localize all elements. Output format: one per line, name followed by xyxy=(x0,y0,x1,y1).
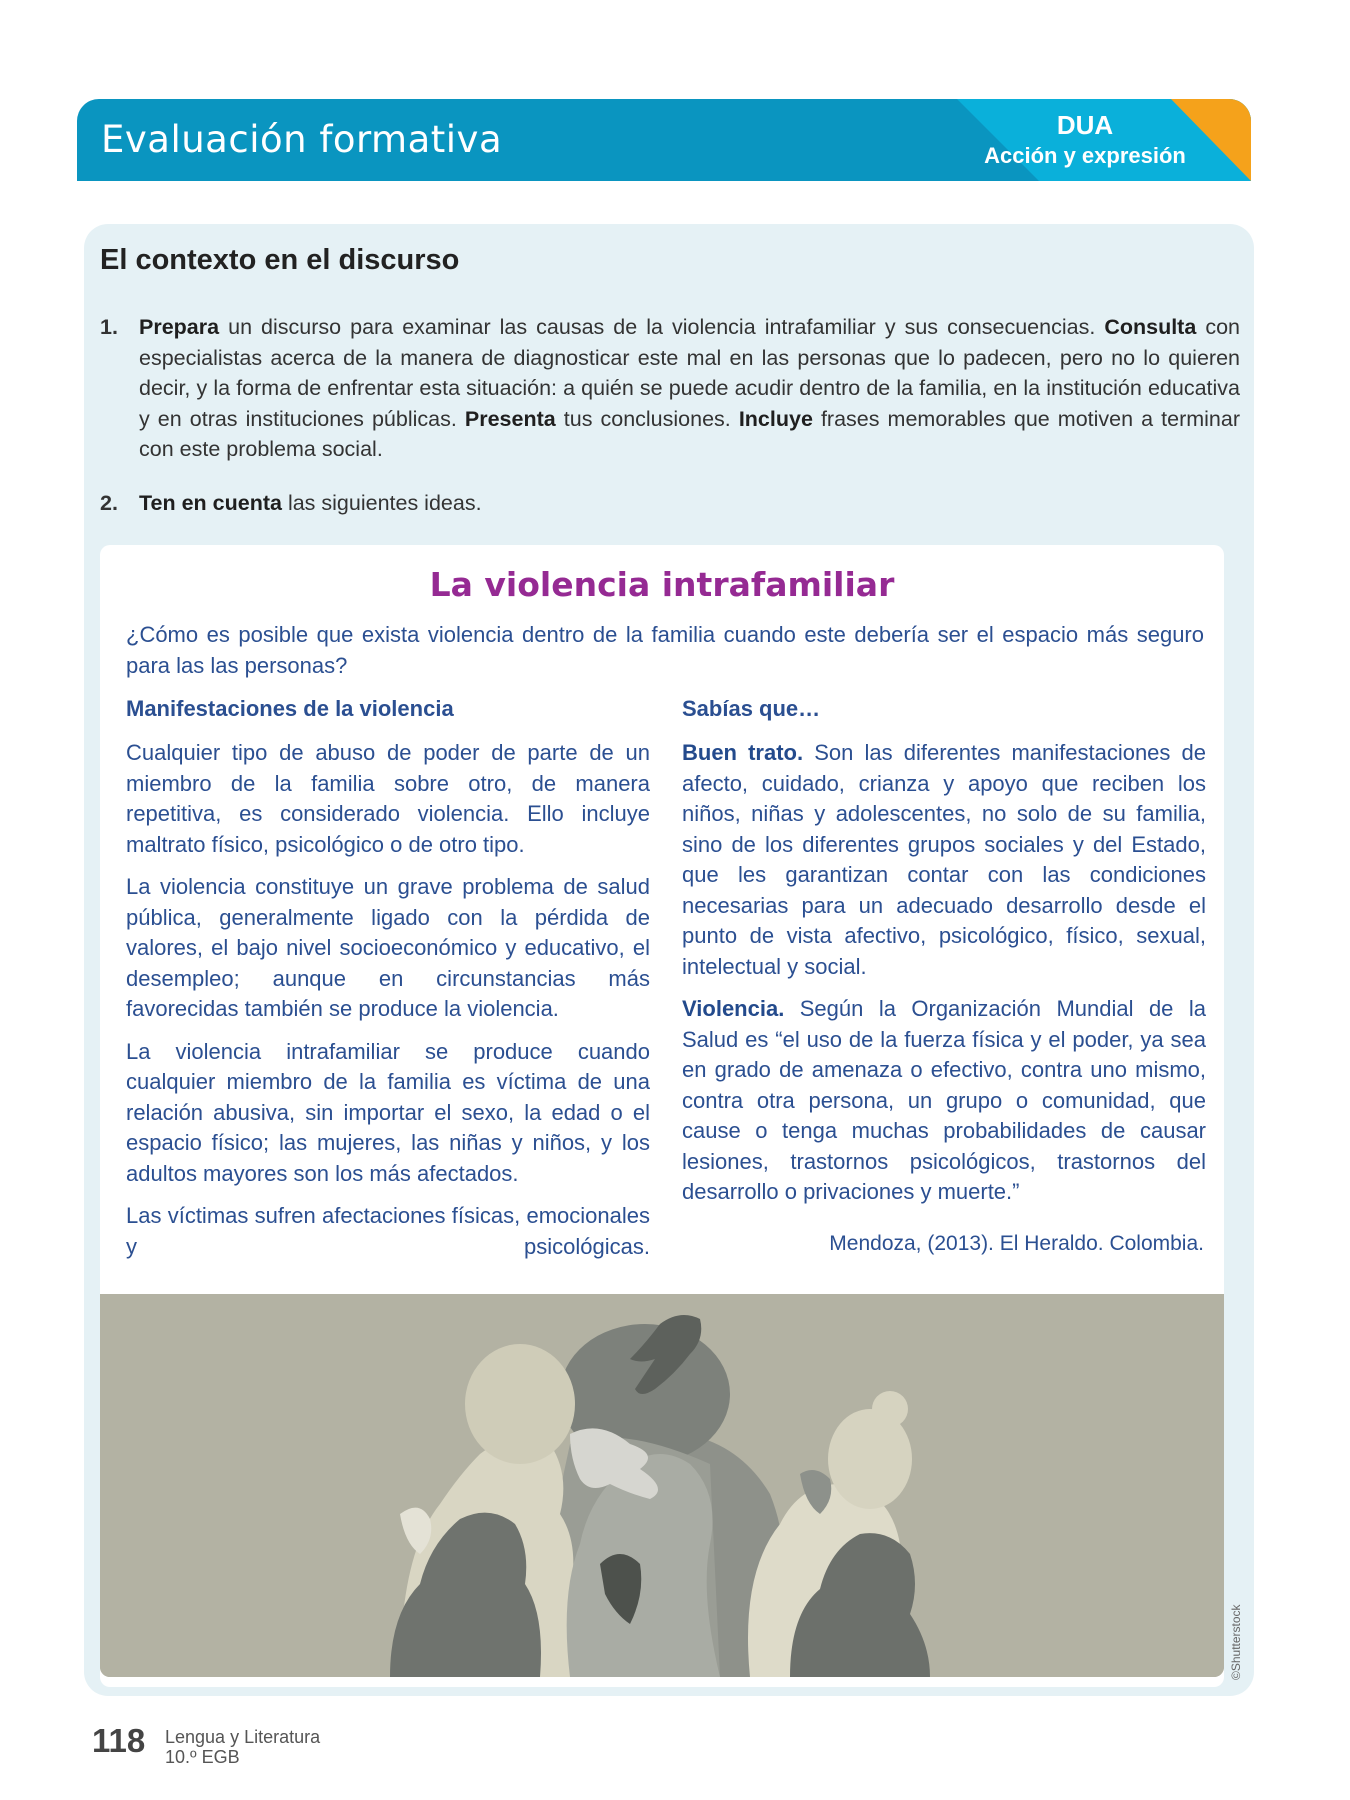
right-column-heading: Sabías que… xyxy=(682,696,821,721)
paragraph: Las víctimas sufren afectaciones físicas, emocionales y psicológicas. xyxy=(126,1203,650,1259)
action-verb: Presenta xyxy=(464,406,556,431)
grade-level: 10.º EGB xyxy=(165,1747,240,1767)
silhouettes-svg xyxy=(100,1294,1224,1677)
dua-badge-subtitle: Acción y expresión xyxy=(984,143,1186,168)
subject-name: Lengua y Literatura xyxy=(165,1727,321,1747)
instruction-text: tus conclusiones. xyxy=(555,406,739,431)
page-number: 118 xyxy=(92,1722,146,1759)
definition-term: Buen trato. xyxy=(682,740,804,765)
book-subject xyxy=(165,1727,320,1767)
action-verb: Incluye xyxy=(738,406,813,431)
action-verb: Ten en cuenta xyxy=(139,491,282,515)
instruction-item-2 xyxy=(100,488,1240,519)
citation: Mendoza, (2013). El Heraldo. Colombia. xyxy=(829,1232,1204,1255)
paragraph: La violencia constituye un grave problema de salud pública, generalmente ligado con la pérdida de valores, el bajo nivel socioeconómico y educativo, el desempleo; aunque en circunstancias más favorecidas también se produce la violencia. xyxy=(126,874,650,1021)
dua-badge-title: DUA xyxy=(1056,110,1114,140)
left-column-heading: Manifestaciones de la violencia xyxy=(126,696,454,721)
action-verb: Prepara xyxy=(139,315,220,339)
item-text xyxy=(139,312,1240,465)
card-question: ¿Cómo es posible que exista violencia dentro de la familia cuando este debería ser el espacio más seguro para las las personas? xyxy=(126,622,1204,678)
section-title: El contexto en el discurso xyxy=(100,244,460,276)
image-credit: ©Shutterstock xyxy=(1229,1604,1243,1680)
item-text xyxy=(139,488,1240,519)
paragraph: Cualquier tipo de abuso de poder de parte de un miembro de la familia sobre otro, de manera repetitiva, es considerado violencia. Ello incluye maltrato físico, psicológico o de otro tipo. xyxy=(126,740,650,857)
right-column-text xyxy=(682,738,1206,1220)
definition-term: Violencia. xyxy=(682,996,785,1021)
paragraph: La violencia intrafamiliar se produce cuando cualquier miembro de la familia es víctima de una relación abusiva, sin importar el sexo, la edad o el espacio físico; las mujeres, las niñas y niños, y los adultos mayores son los más afectados. xyxy=(126,1038,650,1186)
instruction-text: con especialistas acerca de la manera de diagnosticar este mal en las personas que lo padecen, pero no lo quieren decir, y la forma de enfrentar esta situación: a quién se puede acudir dentro de la familia, en la institución educativa y en otras instituciones públicas. xyxy=(139,315,1240,431)
instruction-text: las siguientes ideas. xyxy=(281,491,482,515)
header-title: Evaluación formativa xyxy=(101,118,503,161)
silhouettes-illustration xyxy=(100,1294,1224,1677)
instruction-text: un discurso para examinar las causas de la violencia intrafamiliar y sus consecuencias. xyxy=(219,315,1105,339)
definition-buen-trato xyxy=(682,738,1206,982)
instruction-text: frases memorables que motiven a terminar con este problema social. xyxy=(139,406,1240,461)
item-number: 1. xyxy=(100,315,118,339)
definition-violencia xyxy=(682,994,1206,1208)
card-title: La violencia intrafamiliar xyxy=(429,565,895,604)
action-verb: Consulta xyxy=(1104,315,1197,339)
left-column-text xyxy=(126,738,650,1262)
item-number: 2. xyxy=(100,491,118,515)
definition-text: Son las diferentes manifestaciones de afecto, cuidado, crianza y apoyo que reciben los niños, niñas y adolescentes, no solo de su familia, sino de los diferentes grupos sociales y del Estado, que les garantizan contar con las condiciones necesarias para un adecuado desarrollo desde el punto de vista afectivo, psicológico, físico, sexual, intelectual y social. xyxy=(682,740,1207,979)
instruction-item-1 xyxy=(100,312,1240,465)
definition-text: Según la Organización Mundial de la Salud es “el uso de la fuerza física y el poder, ya sea en grado de amenaza o efectivo, contra uno mismo, contra otra persona, un grupo o comunidad, que cause o tenga muchas probabilidades de causar lesiones, trastornos psicológicos, trastornos del desarrollo o privaciones y muerte.” xyxy=(682,996,1206,1204)
